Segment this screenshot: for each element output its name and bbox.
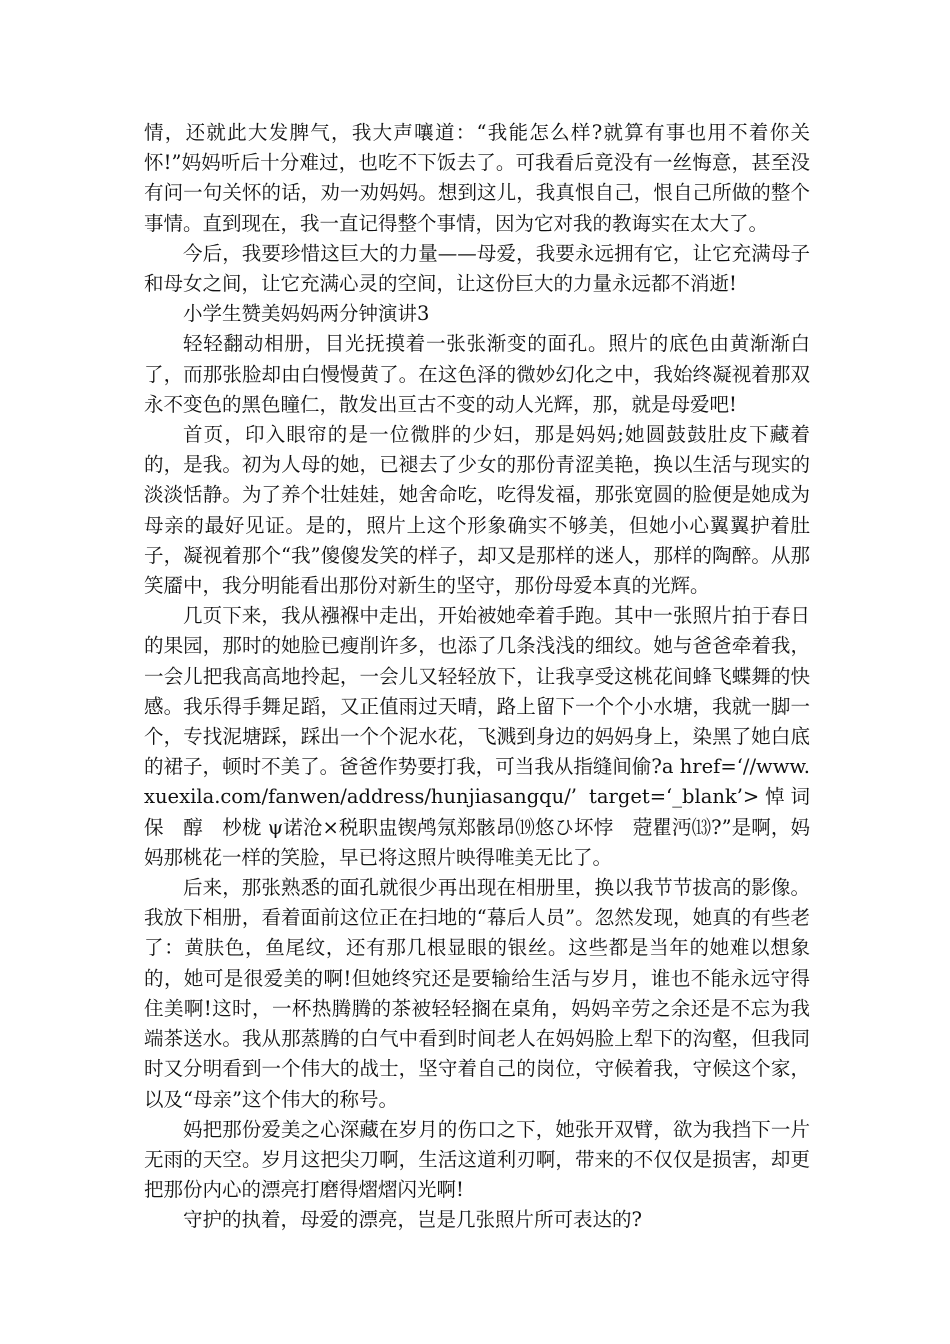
section-heading: 小学生赞美妈妈两分钟演讲3 (183, 302, 430, 326)
paragraph: 守护的执着，母爱的漂亮，岂是几张照片所可表达的? (183, 1208, 642, 1232)
body-text (144, 118, 810, 1236)
paragraph-continuation: 情，还就此大发脾气，我大声嚷道：“我能怎么样?就算有事也用不着你关怀!”妈妈听后十分难过，也吃不下饭去了。可我看后竟没有一丝悔意，甚至没有问一句关怀的话，劝一劝妈妈。想到这儿，我真恨自己，恨自己所做的整个事情。直到现在，我一直记得整个事情，因为它对我的教诲实在太大了。 (144, 121, 810, 235)
paragraph: 今后，我要珍惜这巨大的力量——母爱，我要永远拥有它，让它充满母子和母女之间，让它充满心灵的空间，让这份巨大的力量永远都不消逝! (144, 241, 810, 296)
paragraph: 妈把那份爱美之心深藏在岁月的伤口之下，她张开双臂，欲为我挡下一片无雨的天空。岁月这把尖刀啊，生活这道利刃啊，带来的不仅仅是损害，却更把那份内心的漂亮打磨得熠熠闪光啊! (144, 1117, 810, 1202)
paragraph: 几页下来，我从襁褓中走出，开始被她牵着手跑。其中一张照片拍于春日的果园，那时的她脸已瘦削许多，也添了几条浅浅的细纹。她与爸爸牵着我，一会儿把我高高地拎起，一会儿又轻轻放下，让我享受这桃花间蜂飞蝶舞的快感。我乐得手舞足蹈，又正值雨过天晴，路上留下一个个小水塘，我就一脚一个，专找泥塘踩，踩出一个个泥水花，飞溅到身边的妈妈身上，染黑了她白底的裙子，顿时不美了。爸爸作势要打我，可当我从指缝间偷?a href=‘//www.xuexila.com/fanwen/address/hunjiasangqu/’ target=‘_blank’>悼词保 醇 杪栊 ψ诺沧×税职盅锲鸬氖郑骸昂⒆悠ひ坏悖 蒄瞿沔⒀?”是啊，妈妈那桃花一样的笑脸，早已将这照片映得唯美无比了。 (144, 604, 810, 869)
paragraph: 后来，那张熟悉的面孔就很少再出现在相册里，换以我节节拔高的影像。我放下相册，看着面前这位正在扫地的“幕后人员”。忽然发现，她真的有些老了：黄肤色，鱼尾纹，还有那几根显眼的银丝。这些都是当年的她难以想象的，她可是很爱美的啊!但她终究还是要输给生活与岁月，谁也不能永远守得住美啊!这时，一杯热腾腾的茶被轻轻搁在桌角，妈妈辛劳之余还是不忘为我端茶送水。我从那蒸腾的白气中看到时间老人在妈妈脸上犁下的沟壑，但我同时又分明看到一个伟大的战士，坚守着自己的岗位，守候着我，守候这个家，以及“母亲”这个伟大的称号。 (144, 876, 810, 1111)
paragraph: 轻轻翻动相册，目光抚摸着一张张渐变的面孔。照片的底色由黄渐渐白了，而那张脸却由白慢慢黄了。在这色泽的微妙幻化之中，我始终凝视着那双永不变色的黑色瞳仁，散发出亘古不变的动人光辉，那，就是母爱吧! (144, 332, 810, 416)
paragraph: 首页，印入眼帘的是一位微胖的少妇，那是妈妈;她圆鼓鼓肚皮下藏着的，是我。初为人母的她，已褪去了少女的那份青涩美艳，换以生活与现实的淡淡恬静。为了养个壮娃娃，她舍命吃，吃得发福，那张宽圆的脸便是她成为母亲的最好见证。是的，照片上这个形象确实不够美，但她小心翼翼护着肚子，凝视着那个“我”傻傻发笑的样子，却又是那样的迷人，那样的陶醉。从那笑靥中，我分明能看出那份对新生的坚守，那份母爱本真的光辉。 (144, 423, 810, 598)
